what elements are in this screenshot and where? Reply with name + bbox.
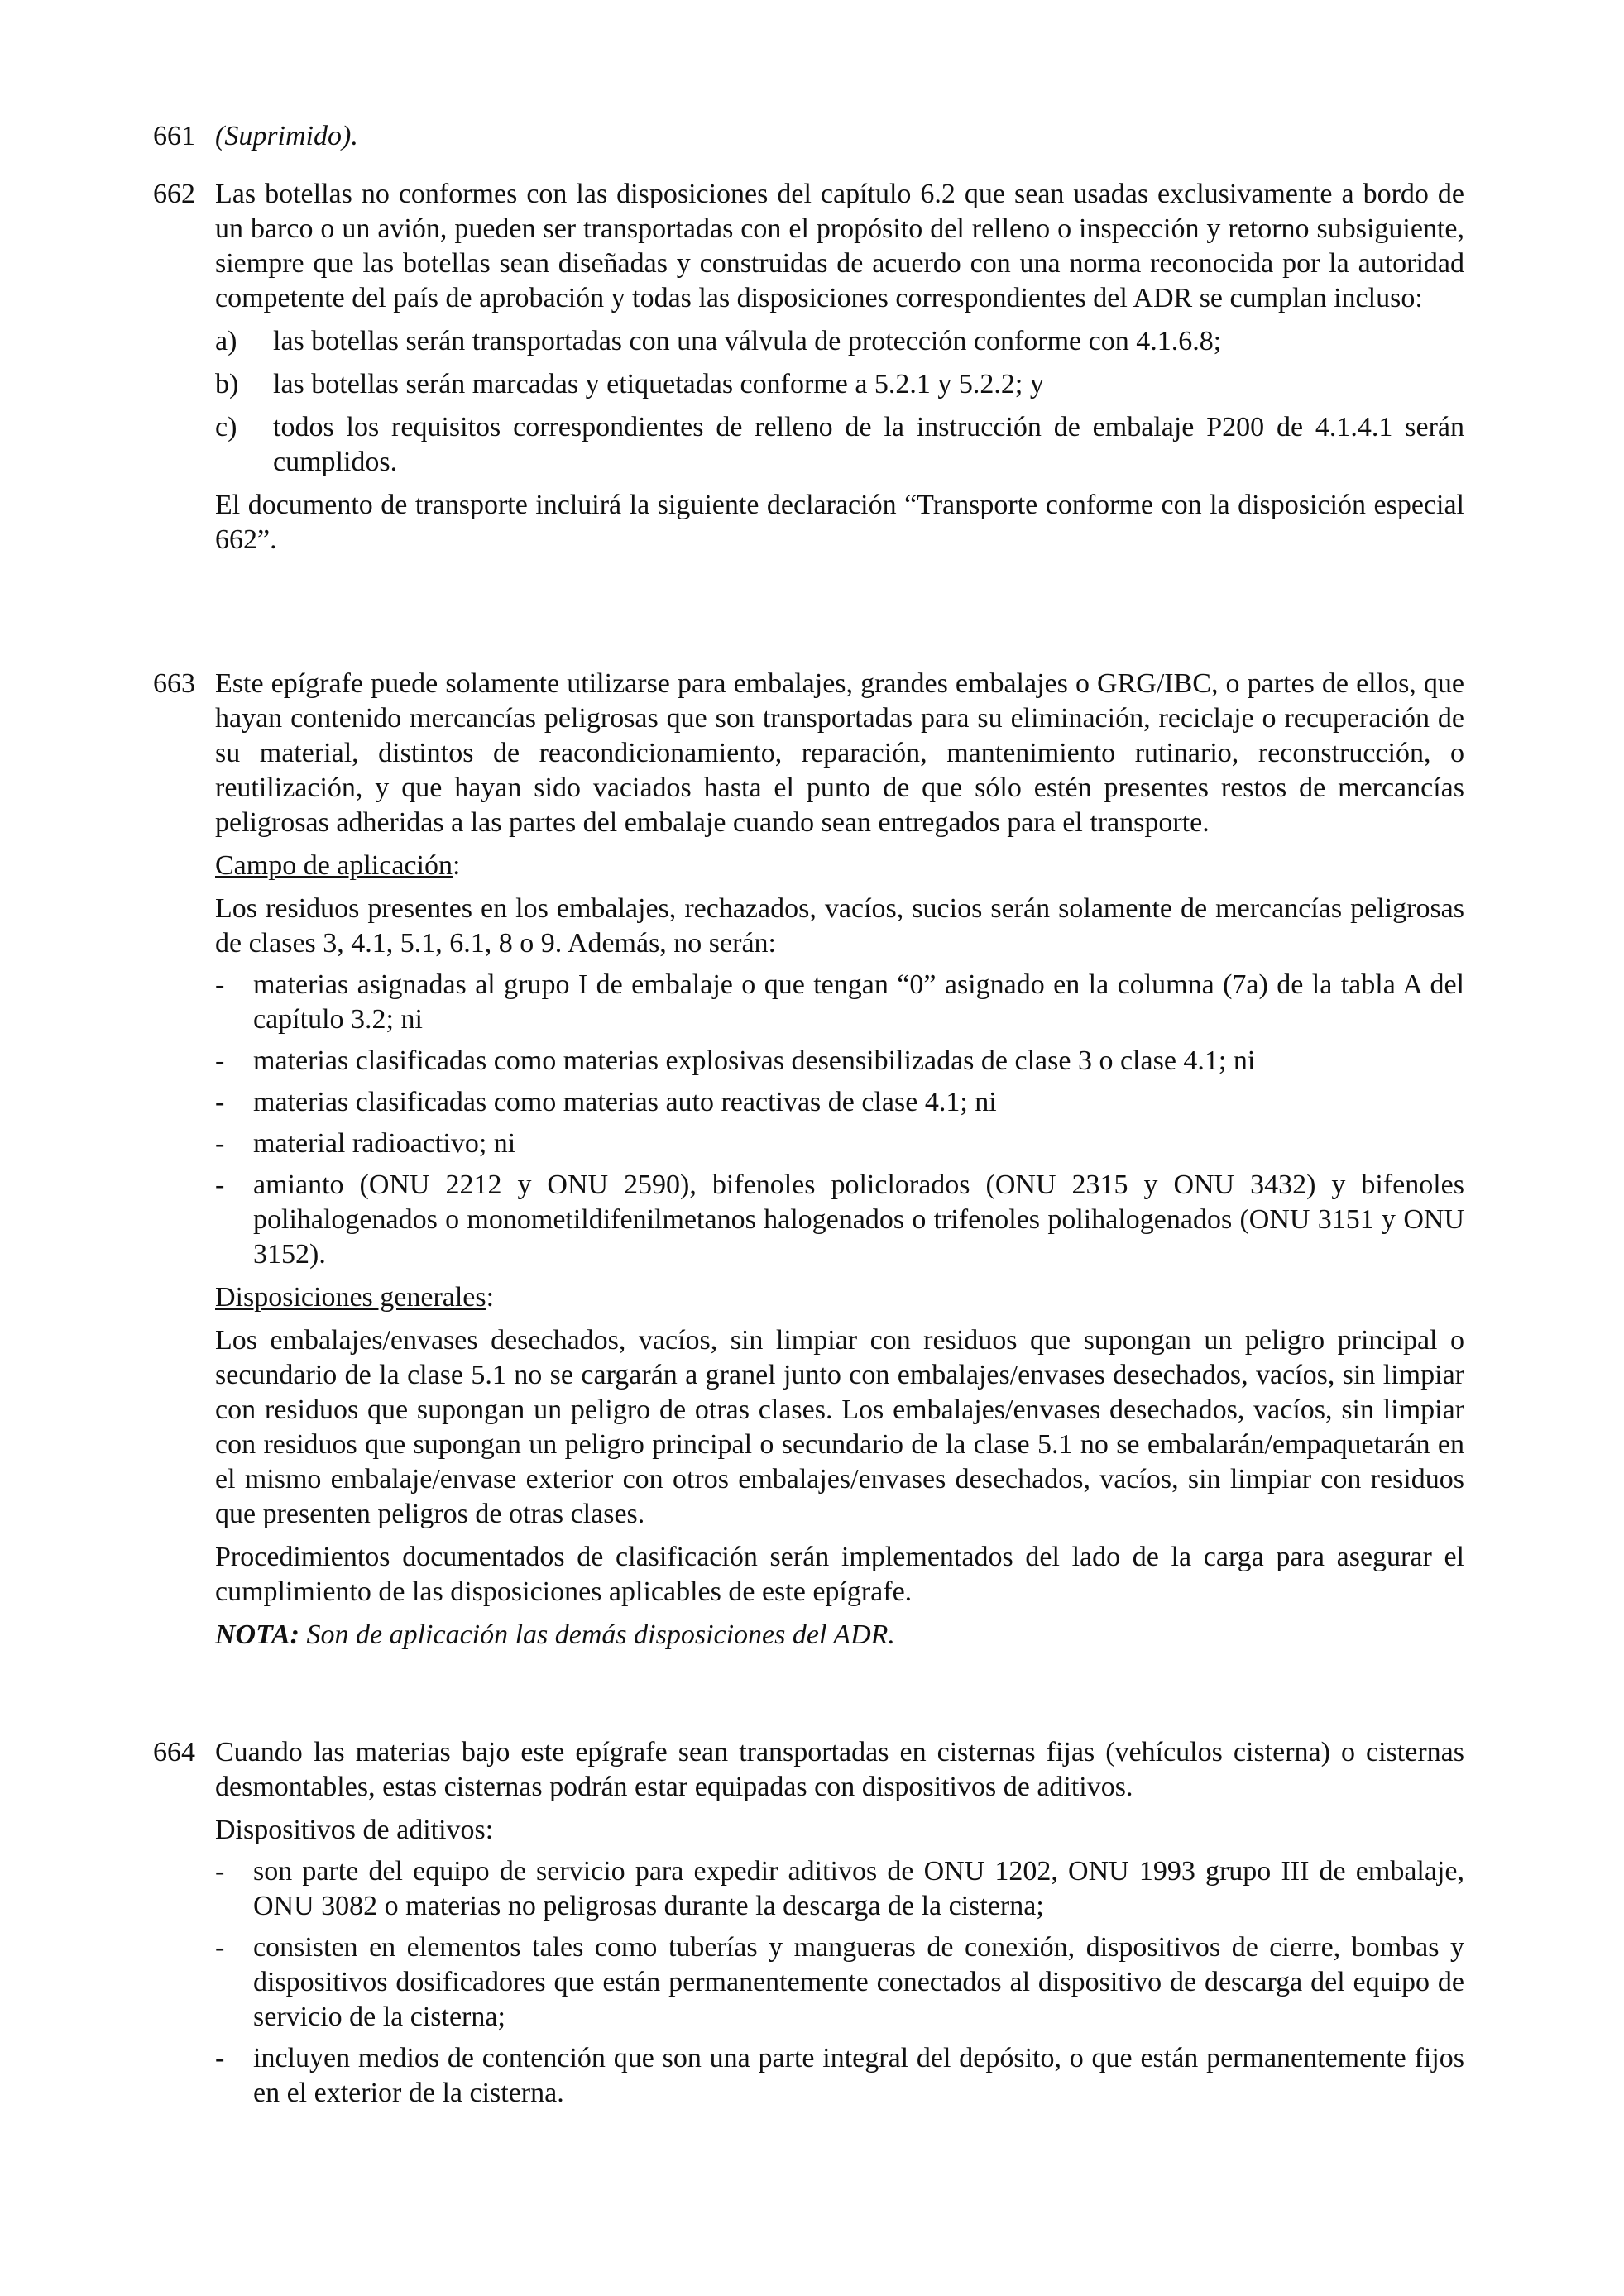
dash-marker: - — [215, 1087, 225, 1117]
list-item — [215, 2041, 1464, 2111]
list-item-text: todos los requisitos correspondientes de relleno de la instrucción de embalaje P200 de 4.1.4.1 serán cumplidos. — [273, 412, 1464, 477]
list-item — [215, 1044, 1464, 1079]
sub-heading: Dispositivos de aditivos: — [215, 1815, 494, 1845]
general-heading-colon: : — [486, 1282, 495, 1313]
dash-marker: - — [215, 1128, 225, 1159]
provision-664 — [153, 1735, 1464, 2111]
provision-number: 662 — [153, 179, 195, 209]
provision-number: 661 — [153, 121, 195, 151]
list-item — [215, 1085, 1464, 1120]
dash-marker: - — [215, 969, 225, 1000]
list-item — [215, 1126, 1464, 1161]
scope-text: Los residuos presentes en los embalajes, rechazados, vacíos, sucios serán solamente de mercancías peligrosas de clases 3, 4.1, 5.1, 6.1, 8 o 9. Además, no serán: — [215, 893, 1464, 959]
note-label: NOTA: — [215, 1619, 299, 1650]
list-item — [215, 1854, 1464, 1924]
list-item-text: amianto (ONU 2212 y ONU 2590), bifenoles policlorados (ONU 2315 y ONU 3432) y bifenoles polihalogenados o monometildifenilmetanos halogenados o trifenoles polihalogenados (ONU 3151 y ONU 3152). — [253, 1170, 1464, 1270]
provision-intro: Cuando las materias bajo este epígrafe sean transportadas en cisternas fijas (vehículos cisterna) o cisternas desmontables, estas cisternas podrán estar equipadas con dispositivos de aditivos. — [215, 1737, 1464, 1802]
scope-heading-label: Campo de aplicación — [215, 850, 453, 881]
dash-marker: - — [215, 1932, 225, 1963]
provision-closing: El documento de transporte incluirá la siguiente declaración “Transporte conforme con la disposición especial 662”. — [215, 490, 1464, 555]
list-item-text: consisten en elementos tales como tuberías y mangueras de conexión, dispositivos de cierre, bombas y dispositivos dosificadores que están permanentemente conectados al dispositivo de descarga del equipo de servicio de la cisterna; — [253, 1932, 1464, 2032]
general-text: Los embalajes/envases desechados, vacíos, sin limpiar con residuos que supongan un peligro principal o secundario de la clase 5.1 no se cargarán a granel junto con embalajes/envases desechados, vacíos, sin limpiar con residuos que supongan un peligro de otras clases. Los embalajes/envases desechados, vacíos, sin limpiar con residuos que supongan un peligro principal o secundario de la clase 5.1 no se embalarán/empaquetarán en el mismo embalaje/envase exterior con otros embalajes/envases desechados, vacíos, sin limpiar con residuos que presenten peligros de otras clases. — [215, 1325, 1464, 1529]
scope-heading — [215, 849, 1464, 883]
provision-661 — [153, 119, 1464, 154]
list-marker: c) — [215, 412, 237, 442]
dash-marker: - — [215, 1170, 225, 1200]
list-item — [215, 410, 1464, 480]
list-item-text: materias asignadas al grupo I de embalaje o que tengan “0” asignado en la columna (7a) de la tabla A del capítulo 3.2; ni — [253, 969, 1464, 1035]
list-item — [215, 968, 1464, 1037]
list-item-text: materias clasificadas como materias explosivas desensibilizadas de clase 3 o clase 4.1; ni — [253, 1045, 1256, 1076]
note-text: Son de aplicación las demás disposiciones del ADR. — [299, 1619, 895, 1650]
general-heading-label: Disposiciones generales — [215, 1282, 486, 1313]
list-item-text: material radioactivo; ni — [253, 1128, 516, 1159]
general-heading — [215, 1280, 1464, 1315]
list-item-text: materias clasificadas como materias auto reactivas de clase 4.1; ni — [253, 1087, 997, 1117]
list-item-text: incluyen medios de contención que son una parte integral del depósito, o que están permanentemente fijos en el exterior de la cisterna. — [253, 2043, 1464, 2108]
dash-marker: - — [215, 1045, 225, 1076]
scope-heading-colon: : — [453, 850, 461, 881]
provision-text: (Suprimido). — [215, 121, 358, 151]
dash-marker: - — [215, 1856, 225, 1887]
provision-number: 664 — [153, 1737, 195, 1767]
procedures-text: Procedimientos documentados de clasificación serán implementados del lado de la carga para asegurar el cumplimiento de las disposiciones aplicables de este epígrafe. — [215, 1542, 1464, 1607]
provision-number: 663 — [153, 668, 195, 699]
list-marker: a) — [215, 326, 237, 356]
list-item — [215, 1168, 1464, 1272]
provision-662 — [153, 177, 1464, 557]
list-item-text: son parte del equipo de servicio para expedir aditivos de ONU 1202, ONU 1993 grupo III de embalaje, ONU 3082 o materias no peligrosas durante la descarga de la cisterna; — [253, 1856, 1464, 1921]
list-item — [215, 324, 1464, 359]
list-item — [215, 367, 1464, 402]
provision-intro: Este epígrafe puede solamente utilizarse para embalajes, grandes embalajes o GRG/IBC, o partes de ellos, que hayan contenido mercancías peligrosas que son transportadas para su eliminación, reciclaje o recuperación de su material, distintos de reacondicionamiento, reparación, mantenimiento rutinario, reconstrucción, o reutilización, y que hayan sido vaciados hasta el punto de que sólo estén presentes restos de mercancías peligrosas adheridas a las partes del embalaje cuando sean entregados para el transporte. — [215, 668, 1464, 838]
list-item — [215, 1930, 1464, 2035]
note — [215, 1618, 1464, 1653]
list-marker: b) — [215, 369, 239, 399]
provision-663 — [153, 667, 1464, 1653]
dash-marker: - — [215, 2043, 225, 2074]
provision-intro: Las botellas no conformes con las disposiciones del capítulo 6.2 que sean usadas exclusivamente a bordo de un barco o un avión, pueden ser transportadas con el propósito del relleno o inspección y retorno subsiguiente, siempre que las botellas sean diseñadas y construidas de acuerdo con una norma reconocida por la autoridad competente del país de aprobación y todas las disposiciones correspondientes del ADR se cumplan incluso: — [215, 179, 1464, 313]
list-item-text: las botellas serán marcadas y etiquetadas conforme a 5.2.1 y 5.2.2; y — [273, 369, 1044, 399]
list-item-text: las botellas serán transportadas con una válvula de protección conforme con 4.1.6.8; — [273, 326, 1222, 356]
